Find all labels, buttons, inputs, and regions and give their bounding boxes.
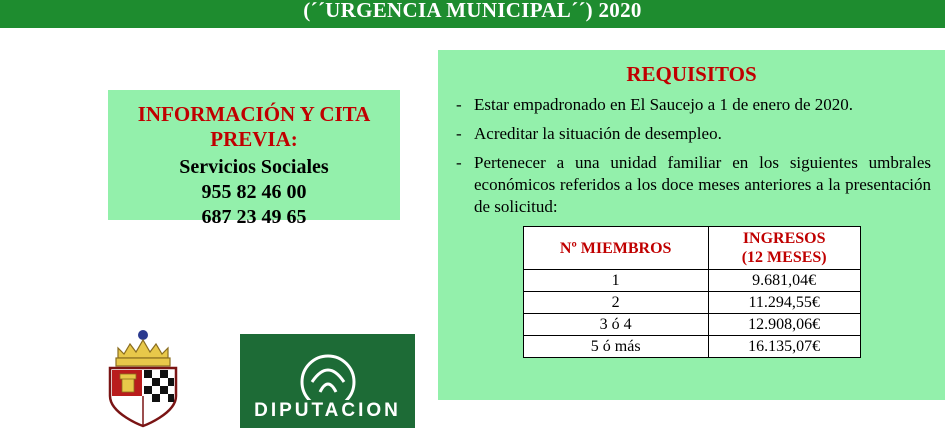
- bullet-dash: -: [456, 124, 462, 143]
- info-phone-1: 955 82 46 00: [201, 181, 307, 203]
- table-row: [523, 336, 860, 358]
- info-contact-box: [108, 90, 400, 228]
- cell-members: 1: [523, 270, 708, 292]
- table-head: [523, 227, 860, 270]
- income-table-container: [452, 226, 931, 358]
- list-item-text: Estar empadronado en El Saucejo a 1 de enero de 2020.: [474, 95, 854, 114]
- page-title: (´´URGENCIA MUNICIPAL´´) 2020: [303, 0, 642, 22]
- income-thresholds-table: [523, 226, 861, 358]
- table-row: [523, 292, 860, 314]
- info-phone-2: 687 23 49 65: [201, 206, 307, 228]
- info-department: Servicios Sociales: [179, 156, 329, 178]
- list-item: [452, 94, 931, 116]
- cell-members: 2: [523, 292, 708, 314]
- bullet-dash: -: [456, 95, 462, 114]
- bullet-dash: -: [456, 153, 462, 172]
- crest-icon: [88, 328, 198, 428]
- cell-members: 5 ó más: [523, 336, 708, 358]
- left-column: [0, 28, 430, 421]
- table-row: [523, 314, 860, 336]
- column-header-income-line2: (12 MESES): [741, 249, 827, 266]
- table-row: [523, 270, 860, 292]
- list-item-text: Acreditar la situación de desempleo.: [474, 124, 722, 143]
- header-banner: [0, 0, 945, 28]
- table-body: [523, 270, 860, 358]
- diputacion-label: DIPUTACION: [254, 400, 401, 421]
- requisitos-list: [452, 94, 931, 218]
- column-header-income: [708, 227, 860, 270]
- info-heading: INFORMACIÓN Y CITA PREVIA:: [137, 102, 371, 151]
- cell-income: 9.681,04€: [708, 270, 860, 292]
- cell-income: 11.294,55€: [708, 292, 860, 314]
- cell-income: 16.135,07€: [708, 336, 860, 358]
- list-item-text: Pertenecer a una unidad familiar en los siguientes umbrales económicos referidos a los doce meses anteriores a la presentación de solicitud:: [474, 153, 931, 216]
- diputacion-emblem-icon: [268, 348, 388, 400]
- diputacion-logo: [240, 334, 415, 428]
- list-item: [452, 152, 931, 218]
- requisitos-panel: [438, 50, 945, 400]
- logos-row: [60, 328, 430, 428]
- cell-members: 3 ó 4: [523, 314, 708, 336]
- column-header-income-line1: INGRESOS: [742, 230, 826, 247]
- cell-income: 12.908,06€: [708, 314, 860, 336]
- list-item: [452, 123, 931, 145]
- table-header-row: [523, 227, 860, 270]
- column-header-members: Nº MIEMBROS: [523, 227, 708, 270]
- requisitos-title: REQUISITOS: [626, 62, 757, 86]
